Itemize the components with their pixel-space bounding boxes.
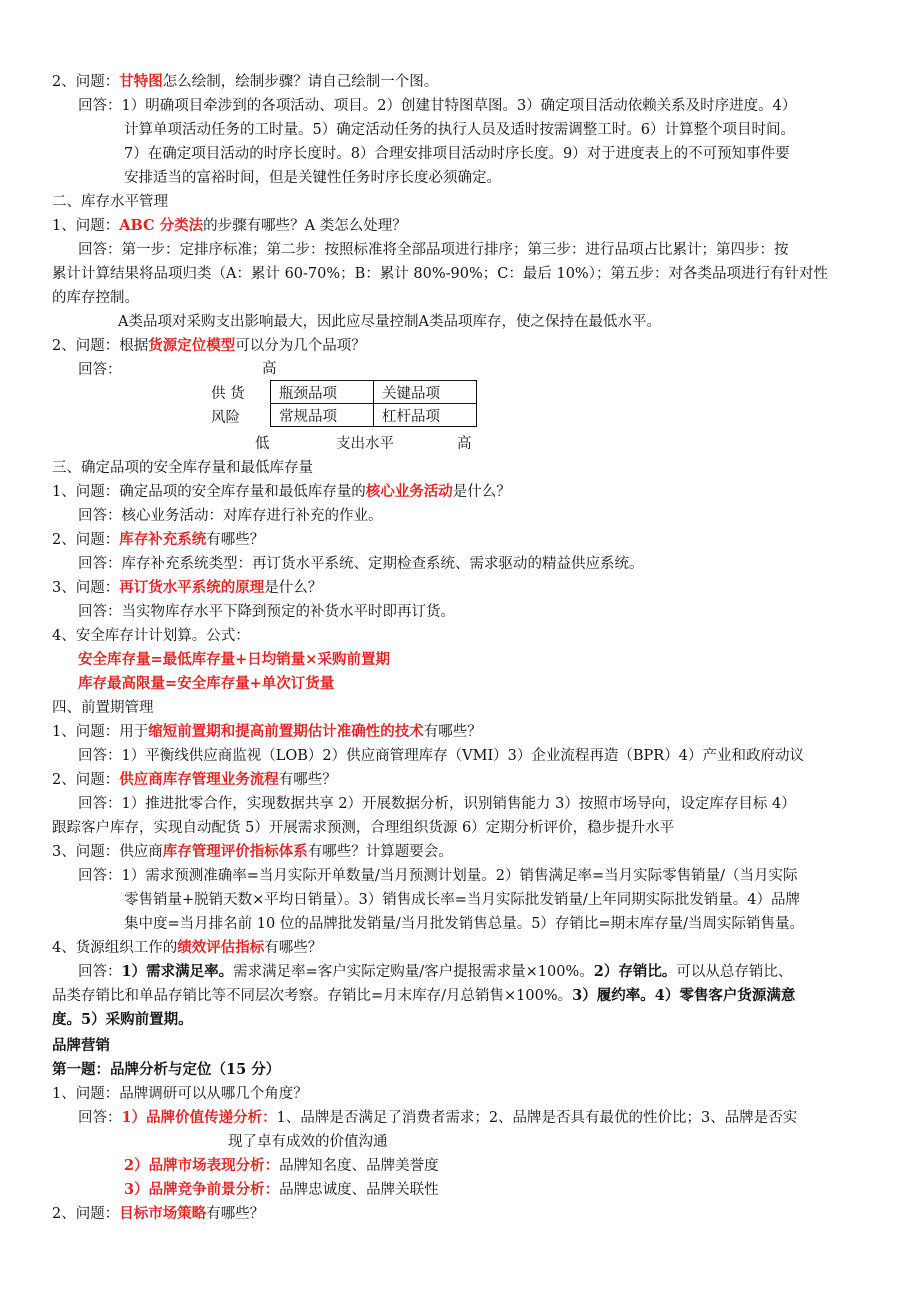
text-segment: 回答：1）明确项目牵涉到的各项活动、项目。2）创建甘特图草图。3）确定项目活动依赖关系及时序进度。4） [78, 98, 797, 114]
text-line [52, 1060, 280, 1080]
text-line [78, 554, 644, 574]
text-segment: 可以分为几个品项？ [235, 338, 366, 354]
text-line [78, 1108, 797, 1128]
text-segment: 2、问题： [52, 74, 120, 90]
text-segment: 品牌营销 [52, 1037, 110, 1054]
text-line [52, 1204, 264, 1224]
text-segment: 度。5）采购前置期。 [52, 1011, 193, 1028]
text-line [124, 914, 804, 934]
text-segment: 有哪些？ [423, 724, 482, 740]
text-segment: 四、前置期管理 [52, 700, 154, 716]
text-line [78, 866, 798, 886]
text-line [52, 482, 511, 502]
text-segment: 库存管理评价指标体系 [162, 843, 308, 860]
text-line [118, 312, 661, 332]
text-segment: 回答：当实物库存水平下降到预定的补货水平时即再订货。 [78, 604, 455, 620]
text-segment: 4、货源组织工作的 [52, 940, 178, 956]
matrix-y-label-1: 供 货 [211, 386, 245, 402]
text-line [52, 288, 139, 308]
text-segment: 累计计算结果将品项归类（A：累计 60-70%；B：累计 80%-90%；C：最后 10%）；第五步：对各类品项进行有针对性 [52, 266, 828, 282]
text-segment: 需求满足率=客户实际定购量/客户提报需求量×100%。 [233, 964, 594, 980]
text-segment: 集中度=当月排名前 10 位的品牌批发销量/当月批发销售总量。5）存销比=期末库存量/当周实际销售量。 [124, 916, 804, 932]
text-segment: 1、问题：确定品项的安全库存量和最低库存量的 [52, 484, 366, 500]
text-line [78, 962, 792, 982]
text-segment: 库存补充系统 [119, 531, 207, 548]
text-segment: 3）履约率。4）零售客户货源满意 [572, 987, 796, 1004]
matrix-cell-routine: 常规品项 [271, 404, 374, 427]
text-segment: 二、库存水平管理 [52, 194, 168, 210]
text-line [124, 144, 790, 164]
text-line [124, 1156, 439, 1176]
text-line [52, 1010, 193, 1030]
text-segment: 4、安全库存计计划算。公式： [52, 628, 250, 644]
text-line [52, 770, 337, 790]
text-line [52, 216, 407, 236]
text-segment: 货源定位模型 [148, 337, 236, 354]
text-line [52, 818, 674, 838]
text-line [124, 1180, 439, 1200]
text-segment: 有哪些？ [264, 940, 323, 956]
text-segment: 1）需求满足率。 [121, 963, 234, 980]
text-segment: 有哪些？计算题要会。 [307, 844, 453, 860]
text-segment: 2）存销比。 [593, 963, 677, 980]
text-line [52, 626, 250, 646]
text-segment: 3、问题：供应商 [52, 844, 163, 860]
text-segment: 2、问题： [52, 772, 120, 788]
text-segment: 回答： [78, 964, 122, 980]
text-line [78, 506, 383, 526]
text-segment: 回答：第一步：定排序标准；第二步：按照标准将全部品项进行排序；第三步：进行品项占比累计；第四步：按 [78, 242, 789, 258]
text-line [52, 842, 453, 862]
text-line [78, 746, 804, 766]
text-segment: 甘特图 [119, 73, 163, 90]
text-segment: 回答： [78, 1110, 122, 1126]
text-line [78, 650, 390, 670]
text-segment: 零售销量+脱销天数×平均日销量）。3）销售成长率=当月实际批发销量/上年同期实际批发销量。4）品牌 [124, 892, 801, 908]
text-line [124, 890, 800, 910]
text-line [78, 794, 796, 814]
text-segment: 回答：核心业务活动：对库存进行补充的作业。 [78, 508, 383, 524]
text-line [78, 96, 796, 116]
text-segment: 2、问题： [52, 532, 120, 548]
text-line [124, 120, 795, 140]
text-segment: 回答：库存补充系统类型：再订货水平系统、定期检查系统、需求驱动的精益供应系统。 [78, 556, 644, 572]
text-segment: 2）品牌市场表现分析： [124, 1157, 280, 1174]
text-segment: 目标市场策略 [119, 1205, 207, 1222]
text-line [52, 192, 168, 212]
text-line [52, 72, 438, 92]
text-segment: 三、确定品项的安全库存量和最低库存量 [52, 460, 313, 476]
text-segment: 有哪些？ [206, 532, 265, 548]
text-segment: 可以从总存销比、 [676, 964, 793, 980]
text-segment: 绩效评估指标 [177, 939, 265, 956]
matrix-cell-bottleneck: 瓶颈品项 [271, 381, 374, 404]
matrix-high-right: 高 [457, 436, 472, 452]
text-segment: 3、问题： [52, 580, 120, 596]
text-segment: 第一题：品牌分析与定位（15 分） [52, 1061, 281, 1078]
text-segment: 回答：1）平衡线供应商监视（LOB）2）供应商管理库存（VMI）3）企业流程再造（BPR）4）产业和政府动议 [78, 748, 804, 764]
text-segment: 是什么？ [264, 580, 323, 596]
text-segment: 品牌忠诚度、品牌关联性 [279, 1182, 439, 1198]
matrix-high-top: 高 [262, 361, 277, 377]
text-line [52, 458, 313, 478]
matrix-x-label: 支出水平 [336, 436, 394, 452]
text-segment: 1、问题：品牌调研可以从哪几个角度？ [52, 1086, 308, 1102]
text-segment: 有哪些？ [206, 1206, 265, 1222]
text-segment: 库存最高限量=安全库存量+单次订货量 [78, 675, 335, 692]
text-line [52, 530, 264, 550]
text-line [52, 938, 322, 958]
text-segment: 回答：1）推进批零合作，实现数据共享 2）开展数据分析，识别销售能力 3）按照市场导向，设定库存目标 4） [78, 796, 796, 812]
text-line [52, 986, 795, 1006]
text-line [52, 1036, 110, 1056]
text-line [52, 1084, 308, 1104]
text-line [124, 168, 501, 188]
text-line [52, 336, 366, 356]
text-segment: 供应商库存管理业务流程 [119, 771, 279, 788]
text-segment: 跟踪客户库存，实现自动配货 5）开展需求预测，合理组织货源 6）定期分析评价，稳步提升水平 [52, 820, 675, 836]
text-segment: 核心业务活动 [365, 483, 453, 500]
matrix-y-label-2: 风险 [211, 410, 240, 426]
text-segment: 的库存控制。 [52, 290, 139, 306]
text-segment: A类品项对采购支出影响最大，因此应尽量控制A类品项库存，使之保持在最低水平。 [118, 314, 661, 330]
text-segment: 1、问题： [52, 218, 120, 234]
text-segment: 品类存销比和单品存销比等不同层次考察。存销比=月末库存/月总销售×100%。 [52, 988, 573, 1004]
text-line [52, 698, 154, 718]
text-segment: 7）在确定项目活动的时序长度时。8）合理安排项目活动时序长度。9）对于进度表上的不可预知事件要 [124, 146, 790, 162]
text-line [78, 240, 789, 260]
text-segment: 1、品牌是否满足了消费者需求；2、品牌是否具有最优的性价比；3、品牌是否实 [276, 1110, 798, 1126]
text-line [78, 674, 334, 694]
text-line [78, 602, 455, 622]
text-segment: 安全库存量=最低库存量+日均销量×采购前置期 [78, 651, 390, 668]
text-segment: 品牌知名度、品牌美誉度 [279, 1158, 439, 1174]
text-segment: ABC 分类法 [119, 217, 204, 234]
text-segment: 有哪些？ [278, 772, 337, 788]
text-segment: 2、问题：根据 [52, 338, 149, 354]
text-segment: 的步骤有哪些？A 类怎么处理？ [203, 218, 407, 234]
text-segment: 1、问题：用于 [52, 724, 149, 740]
text-line [52, 722, 482, 742]
text-segment: 安排适当的富裕时间，但是关键性任务时序长度必须确定。 [124, 170, 501, 186]
text-line [228, 1132, 388, 1152]
text-segment: 3）品牌竞争前景分析： [124, 1181, 280, 1198]
matrix-low: 低 [255, 436, 270, 452]
text-segment: 再订货水平系统的原理 [119, 579, 265, 596]
matrix-cell-leverage: 杠杆品项 [374, 404, 477, 427]
text-segment: 现了卓有成效的价值沟通 [228, 1134, 388, 1150]
text-line [52, 578, 322, 598]
text-segment: 缩短前置期和提高前置期估计准确性的技术 [148, 723, 424, 740]
text-segment: 1）品牌价值传递分析： [121, 1109, 277, 1126]
sourcing-matrix [270, 380, 477, 427]
text-segment: 回答：1）需求预测准确率=当月实际开单数量/当月预测计划量。2）销售满足率=当月实际零售销量/（当月实际 [78, 868, 798, 884]
text-segment: 2、问题： [52, 1206, 120, 1222]
text-segment: 是什么？ [452, 484, 511, 500]
text-segment: 怎么绘制，绘制步骤？请自己绘制一个图。 [162, 74, 439, 90]
matrix-cell-critical: 关键品项 [374, 381, 477, 404]
text-line [78, 360, 122, 380]
text-segment: 计算单项活动任务的工时量。5）确定活动任务的执行人员及适时按需调整工时。6）计算整个项目时间。 [124, 122, 795, 138]
text-segment: 回答： [78, 362, 122, 378]
text-line [52, 264, 828, 284]
